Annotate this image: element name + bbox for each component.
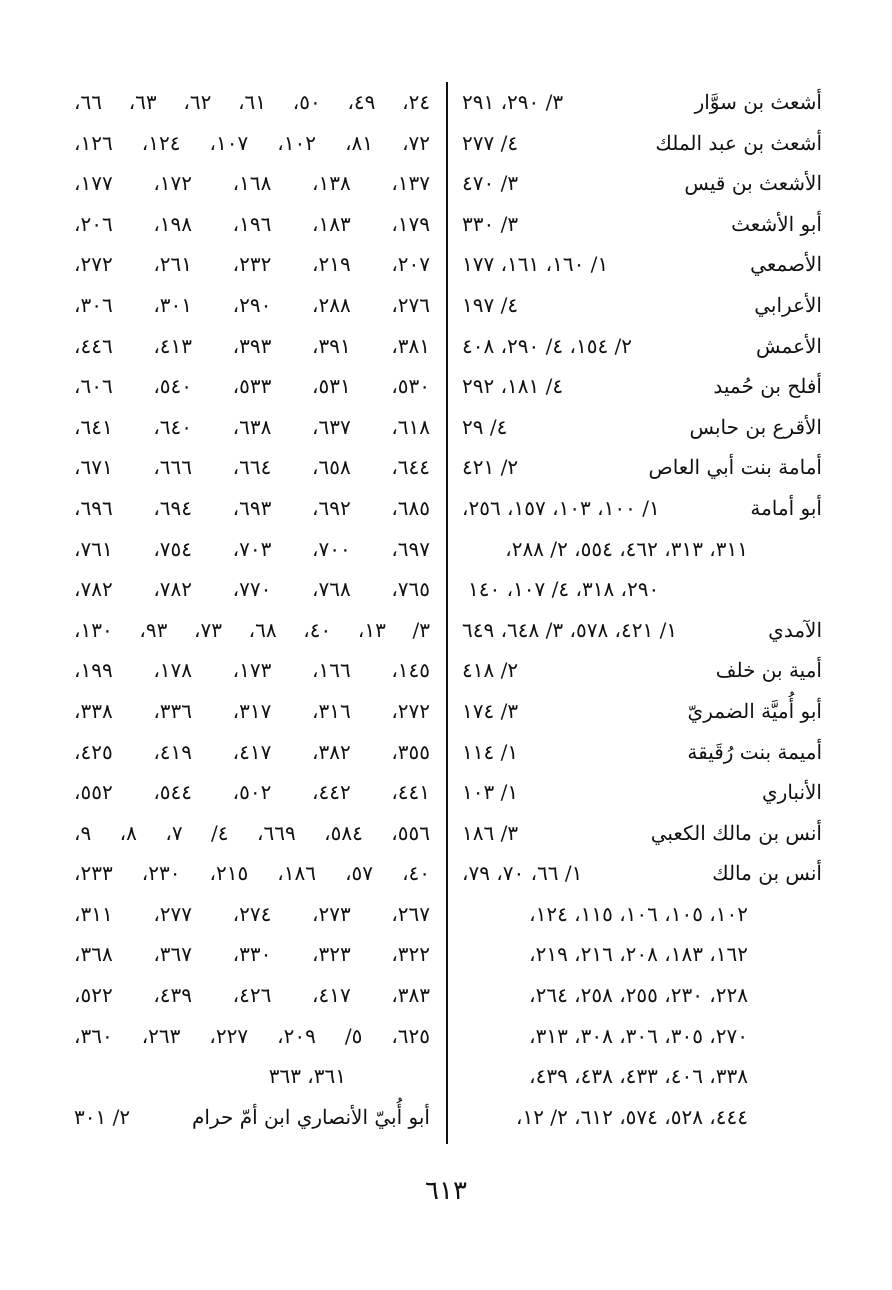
index-line: ٢٧٢، ٣١٦، ٣١٧، ٣٣٦، ٣٣٨، [74,698,431,723]
entry-refs: ٣/ ٤٧٠ [462,171,519,196]
index-entry [462,82,822,123]
entry-refs: ١/ ١٦٠، ١٦١، ١٧٧ [462,252,609,277]
index-line: ٢٤، ٤٩، ٥٠، ٦١، ٦٢، ٦٣، ٦٦، [74,90,431,114]
index-line: ١٤٥، ١٦٦، ١٧٣، ١٧٨، ١٩٩، [74,658,431,683]
entry-refs: ٢/ ٤٢١ [462,455,519,480]
entry-name: أفلح بن حُميد [713,374,822,399]
index-line: ٥٣٠، ٥٣١، ٥٣٣، ٥٤٠، ٦٠٦، [74,374,431,399]
index-entry [462,447,822,488]
entry-refs: ٣/ ٣٣٠ [462,211,519,236]
index-entry [462,285,822,326]
entry-name: أبو الأشعث [731,211,822,236]
index-entry [462,204,822,245]
entry-refs: ٢/ ٤١٨ [462,658,519,683]
index-entry [462,650,822,691]
index-continuation [462,894,822,935]
index-continuation [462,1097,822,1138]
index-entry [462,732,822,773]
index-line: ٦٢٥، ٥/ ٢٠٩، ٢٢٧، ٢٦٣، ٣٦٠، [74,1023,431,1048]
index-entry [462,407,822,448]
entry-refs: ١/ ١٠٣ [462,780,519,805]
page-number: ٦١٣ [425,1176,467,1206]
entry-name: أمامة بنت أبي العاص [648,455,822,480]
index-line: ٢٠٧، ٢١٩، ٢٣٢، ٢٦١، ٢٧٢، [74,252,431,277]
index-line: ٣٨٣، ٤١٧، ٤٢٦، ٤٣٩، ٥٢٢، [74,983,431,1008]
index-continuation [462,934,822,975]
entry-refs: ٤/ ٢٧٧ [462,130,519,155]
index-continuation [462,529,822,570]
entry-name: أبو أُبيّ الأنصاري ابن أمّ حرام [192,1104,430,1129]
right-column [462,82,822,1137]
entry-refs: ١/ ٤٢١، ٥٧٨، ٣/ ٦٤٨، ٦٤٩ [462,617,678,642]
index-continuation [462,569,822,610]
index-line: ٢٦٧، ٢٧٣، ٢٧٤، ٢٧٧، ٣١١، [74,901,431,926]
entry-refs: ٣/ ٢٩٠، ٢٩١ [462,90,564,114]
index-line: ٤٤١، ٤٤٢، ٥٠٢، ٥٤٤، ٥٥٢، [74,780,431,805]
index-entry [462,326,822,367]
index-entry [462,244,822,285]
index-entry [74,1097,430,1138]
entry-name: الأعرابي [754,292,822,317]
entry-name: أنس بن مالك الكعبي [650,820,822,845]
entry-name: أبو أُميَّة الضمريّ [687,698,822,723]
index-entry [462,488,822,529]
entry-refs: ١٦٢، ١٨٣، ٢٠٨، ٢١٦، ٢١٩، [529,942,748,967]
index-line: ٤٠، ٥٧، ١٨٦، ٢١٥، ٢٣٠، ٢٣٣، [74,861,431,886]
entry-name: الأعمش [756,333,822,358]
index-continuation [462,975,822,1016]
index-line: ٦١٨، ٦٣٧، ٦٣٨، ٦٤٠، ٦٤١، [74,414,431,439]
entry-name: الآمدي [768,617,822,642]
index-entry [462,366,822,407]
entry-refs: ٢/ ٣٠١ [74,1104,131,1129]
index-entry [462,123,822,164]
entry-name: الأصمعي [750,252,822,277]
entry-refs: ٣٣٨، ٤٠٦، ٤٣٣، ٤٣٨، ٤٣٩، [529,1064,748,1089]
index-entry [462,772,822,813]
index-entry [462,691,822,732]
index-entry [462,163,822,204]
entry-refs: ٢٩٠، ٣١٨، ٤/ ١٠٧، ١٤٠ [468,577,660,602]
entry-name: أنس بن مالك [712,861,822,886]
entry-refs: ٢/ ١٥٤، ٤/ ٢٩٠، ٤٠٨ [462,333,633,358]
index-line: ٦٩٧، ٧٠٠، ٧٠٣، ٧٥٤، ٧٦١، [74,536,431,561]
index-line: ٥٥٦، ٥٨٤، ٦٦٩، ٤/ ٧، ٨، ٩، [74,820,430,845]
index-entry [462,853,822,894]
index-line: ٦٨٥، ٦٩٢، ٦٩٣، ٦٩٤، ٦٩٦، [74,495,431,520]
index-line: ٧٢، ٨١، ١٠٢، ١٠٧، ١٢٤، ١٢٦، [74,130,431,155]
entry-refs: ١/ ١٠٠، ١٠٣، ١٥٧، ٢٥٦، [462,495,660,520]
entry-name: أشعث بن سوَّار [694,90,822,114]
left-column [74,82,430,1137]
index-line: ٢٧٦، ٢٨٨، ٢٩٠، ٣٠١، ٣٠٦، [74,292,431,317]
entry-refs: ٤/ ١٨١، ٢٩٢ [462,374,564,399]
index-line: ٣٨١، ٣٩١، ٣٩٣، ٤١٣، ٤٤٦، [74,333,431,358]
entry-refs: ٣/ ١٨٦ [462,820,519,845]
index-line: ٧٦٥، ٧٦٨، ٧٧٠، ٧٨٢، ٧٨٢، [74,577,431,602]
entry-refs: ٤/ ٢٩ [462,414,508,439]
entry-name: الأنباري [762,780,822,805]
index-entry [462,813,822,854]
index-line: ٣٦١، ٣٦٣ [268,1064,346,1089]
entry-name: أشعث بن عبد الملك [655,130,822,155]
entry-name: أبو أمامة [750,495,822,520]
entry-refs: ٢٧٠، ٣٠٥، ٣٠٦، ٣٠٨، ٣١٣، [529,1023,748,1048]
entry-refs: ٤٤٤، ٥٢٨، ٥٧٤، ٦١٢، ٢/ ١٢، [516,1104,748,1129]
column-divider [446,82,448,1144]
entry-refs: ٢٢٨، ٢٣٠، ٢٥٥، ٢٥٨، ٢٦٤، [529,983,748,1008]
index-continuation [462,1016,822,1057]
entry-refs: ١/ ١١٤ [462,739,519,764]
entry-refs: ١/ ٦٦، ٧٠، ٧٩، [462,861,583,886]
entry-refs: ١٠٢، ١٠٥، ١٠٦، ١١٥، ١٢٤، [529,901,748,926]
index-line: ٣٥٥، ٣٨٢، ٤١٧، ٤١٩، ٤٢٥، [74,739,431,764]
entry-name: أمية بن خلف [715,658,822,683]
index-line: ٦٤٤، ٦٥٨، ٦٦٤، ٦٦٦، ٦٧١، [74,455,431,480]
entry-refs: ٣/ ١٧٤ [462,698,519,723]
entry-name: الأقرع بن حابس [689,414,822,439]
index-line: ٣٢٢، ٣٢٣، ٣٣٠، ٣٦٧، ٣٦٨، [74,942,431,967]
entry-name: الأشعث بن قيس [684,171,822,196]
index-entry [462,610,822,651]
index-line: ٣/ ١٣، ٤٠، ٦٨، ٧٣، ٩٣، ١٣٠، [74,617,430,642]
entry-refs: ٤/ ١٩٧ [462,292,519,317]
entry-refs: ٣١١، ٣١٣، ٤٦٢، ٥٥٤، ٢/ ٢٨٨، [505,536,748,561]
entry-name: أميمة بنت رُقَيقة [687,739,822,764]
index-line: ١٣٧، ١٣٨، ١٦٨، ١٧٢، ١٧٧، [74,171,431,196]
index-line: ١٧٩، ١٨٣، ١٩٦، ١٩٨، ٢٠٦، [74,211,431,236]
index-continuation [462,1056,822,1097]
